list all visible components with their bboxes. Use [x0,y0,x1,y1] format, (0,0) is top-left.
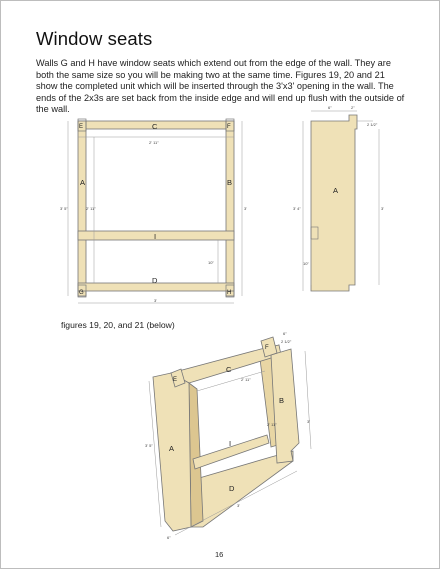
fig19-label-b: B [227,178,233,187]
fig21-dim-small: 6" [283,331,287,336]
fig19-dim-left: 3' 5" [60,206,68,211]
fig19-dim-bottom: 3' [154,298,157,303]
figure-caption: figures 19, 20, and 21 (below) [61,320,175,330]
fig19-dim-right: 3' [244,206,247,211]
figure-20-side-view [291,105,391,301]
figure-19-front-view [56,111,256,311]
board-b [226,121,234,296]
page-title: Window seats [36,28,153,49]
fig20-dim-top-a: 6" [328,105,332,110]
figure-21-isometric-view [141,331,321,541]
fig19-dim-small: 10" [208,260,214,265]
fig21-dim-inner: 2' 11" [267,422,277,427]
fig21-label-d: D [229,484,235,493]
fig19-dim-top: 2' 11" [149,140,159,145]
fig21-label-i: I [229,439,232,448]
page-number: 16 [215,550,224,559]
fig20-dim-small: 10" [303,261,309,266]
fig21-dim-top: 2' 11" [241,377,251,382]
fig19-label-h: H [227,290,232,296]
fig19-label-f: F [227,124,231,130]
fig21-label-c: C [226,365,232,374]
fig19-label-a: A [80,178,86,187]
board-a-side [311,115,357,291]
fig21-dim-bottom: 3' [237,503,240,508]
fig21-dim-foot: 6" [167,535,171,540]
fig21-label-e: E [173,377,178,383]
fig19-label-e: E [79,124,84,130]
board-a [78,121,86,296]
fig19-label-g: G [79,290,84,296]
fig21-dim-side: 2 1/2" [281,339,292,344]
fig20-dim-left: 3' 4" [293,206,301,211]
fig19-label-c: C [152,122,158,131]
fig21-label-b: B [279,396,285,405]
fig19-label-i: I [154,232,157,241]
fig21-label-f: F [265,345,269,351]
fig20-label-a: A [333,186,339,195]
fig20-dim-side: 2 1/2" [367,122,378,127]
fig21-label-a: A [169,444,175,453]
body-paragraph: Walls G and H have window seats which extend out from the edge of the wall. They are both the same size so you will be making two at the same time. Figures 19, 20 and 21 show the completed unit which will be inserted through the 3'x3' opening in the wall. The ends of the 2x3s are set back from the inside edge and will end up flush with the outside of the wall. [36,58,405,115]
fig21-dim-right: 3' [307,419,310,424]
fig19-label-d: D [152,276,158,285]
fig20-dim-top-b: 2" [351,105,355,110]
fig19-dim-inner-left: 2' 11" [86,206,96,211]
fig21-dim-left: 3' 5" [145,443,153,448]
fig20-dim-right: 3' [381,206,384,211]
